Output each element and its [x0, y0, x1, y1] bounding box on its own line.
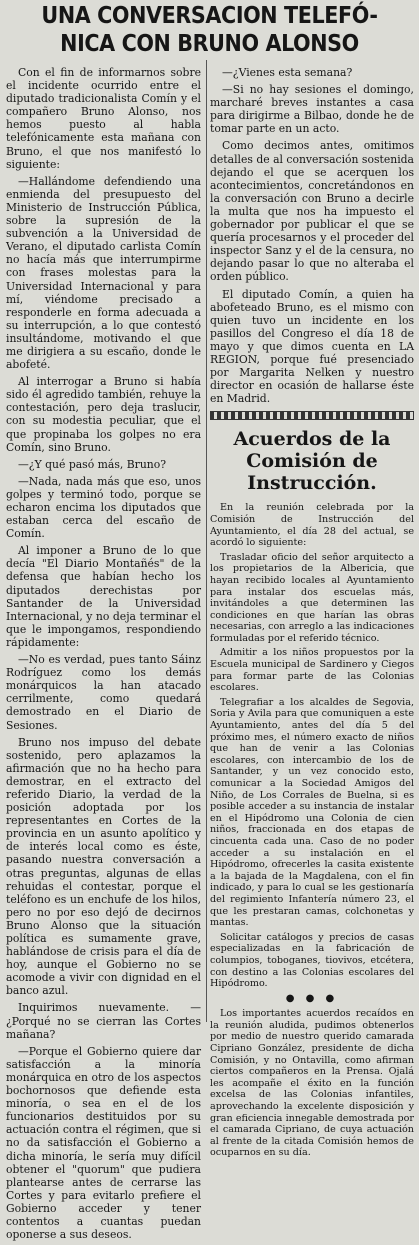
- article-paragraph: Al interrogar a Bruno si había sido él agredido también, rehuye la contestación, pero deja traslucir, con su modestia peculiar, que el que propinaba los golpes no era Comín, sino Bruno.: [6, 375, 201, 454]
- headline: [4, 2, 415, 58]
- article-paragraph: —Hallándome defendiendo una enmienda del presupuesto del Ministerio de Instrucción Pública, sobre la supresión de la subvención a la Universidad de Verano, el diputado carlista Comín no hacía más que interrumpirme con frases molestas para la Universidad Internacional y para mí, viéndome precisado a responderle en forma adecuada a su interrupción, a lo que contestó insultándome, motivando el que me dirigiera a su escaño, donde le abofeté.: [6, 174, 201, 372]
- article-paragraph: Inquirimos nuevamente. —¿Porqué no se cierran las Cortes mañana?: [6, 1001, 201, 1041]
- headline-line-1: UNA CONVERSACION TELEFÓ-: [41, 3, 378, 29]
- article-paragraph: Telegrafiar a los alcaldes de Segovia, Soria y Avila para que comuniquen a este Ayuntamiento, antes del día 5 del próximo mes, el número exacto de niños que han de venir a las Colonias escolares, con intercambio de los de Santander, y un vez conocido esto, comunicar a la Sociedad Amigos del Niño, de Los Corrales de Buelna, si es posible acceder a su instancia de instalar en el Hipódromo una Colonia de cien niños, fraccionada en dos etapas de cincuenta cada una. Caso de no poder acceder a su instalación en el Hipódromo, ofrecerles la casita existente a la bajada de la Magdalena, con el fin indicado, y para lo cual se les gestionaría del regimiento Infantería número 23, el que les prestaran camas, colchonetas y mantas.: [210, 696, 414, 929]
- article-paragraph: —¿Vienes esta semana?: [222, 66, 353, 79]
- article-column-left: [6, 66, 201, 1245]
- article-paragraph: Solicitar catálogos y precios de casas especializadas en la fabricación de columpios, toboganes, tiovivos, etcétera, con destino a las Colonias escolares del Hipódromo.: [210, 931, 414, 990]
- headline-line-2: NICA CON BRUNO ALONSO: [60, 31, 359, 57]
- article-paragraph: —No es verdad, pues tanto Sáinz Rodríguez como los demás monárquicos la han atacado cerrilmente, como quedará demostrado en el Diario de Sesiones.: [6, 653, 201, 732]
- article-paragraph: En la reunión celebrada por la Comisión de Instrucción del Ayuntamiento, el día 28 del actual, se acordó lo siguiente:: [210, 502, 414, 549]
- article-paragraph: Trasladar oficio del señor arquitecto a los propietarios de la Albericia, que hayan recibido locales al Ayuntamiento para instalar dos escuelas más, invitándoles a que determinen las condiciones en que harían las obras necesarias, con arreglo a las indicaciones formuladas por el referido técnico.: [210, 551, 414, 644]
- article-paragraph: El diputado Comín, a quien ha abofeteado Bruno, es el mismo con quien tuvo un incidente en los pasillos del Congreso el día 18 de mayo y que dimos cuenta en LA REGION, porque fué presenciado por Margarita Nelken y nuestro director en ocasión de hallarse éste en Madrid.: [210, 287, 414, 406]
- article-2-title: Acuerdos de la Comisión de Instrucción.: [233, 428, 391, 495]
- article-paragraph: —Nada, nada más que eso, unos golpes y terminó todo, porque se echaron encima los diputados que estaban cerca del escaño de Comín.: [6, 474, 201, 541]
- article-paragraph: Al imponer a Bruno de lo que decía "El Diario Montañés" de la defensa que habían hecho los diputados derechistas por Santander de la Universidad Internacional, y no deja terminar el que le impongamos, respondiendo rápidamente:: [6, 544, 201, 649]
- article-paragraph: —¿Y qué pasó más, Bruno?: [18, 457, 167, 471]
- article-paragraph: Los importantes acuerdos recaídos en la reunión aludida, pudimos obtenerlos por medio de nuestro querido camarada Cipriano González, presidente de dicha Comisión, y no Ontavilla, como afirman ciertos compañeros en la Prensa. Ojalá les acompañe el éxito en la función excelsa de las Colonias infantiles, aprovechando la excelente disposición y gran eficiencia innegable demostrada por el camarada Cipriano, de cuya actuación al frente de la citada Comisión hemos de ocuparnos en su día.: [210, 1008, 414, 1159]
- column-divider: [206, 60, 207, 1022]
- ornamental-separator: [210, 411, 414, 420]
- article-paragraph: —Porque el Gobierno quiere dar satisfacción a la minoría monárquica en otro de los aspectos bochornosos que defiende esta minoría, o sea en el de los funcionarios destituidos por su actuación contra el régimen, que si no da satisfacción el Gobierno a dicha minoría, le sería muy difícil obtener el "quorum" que pudiera plantearse antes de cerrarse las Cortes y para evitarlo prefiere el Gobierno acceder y tener contentos a cuantas puedan oponerse a sus deseos.: [6, 1044, 201, 1242]
- article-paragraph: —Si no hay sesiones el domingo, marcharé breves instantes a casa para dirigirme a Bilbao, donde he de tomar parte en un acto.: [210, 83, 414, 136]
- article-paragraph: Admitir a los niños propuestos por la Escuela municipal de Sardinero y Ciegos para formar parte de las Colonias escolares.: [210, 647, 414, 694]
- article-paragraph: Como decimos antes, omitimos detalles de al conversación sostenida dejando el que se acerquen los acontecimientos, concretándonos en la conversación con Bruno a decirle la multa que nos ha impuesto el gobernador por publicar el que se quería procesarnos y el proceder del inspector Sanz y el de la censura, no dejando pasar lo que no alteraba el orden público.: [210, 139, 414, 284]
- asterisk-divider: ● ● ●: [285, 992, 339, 1004]
- article-2-body: [210, 502, 414, 1159]
- article-paragraph: Con el fin de informarnos sobre el incidente ocurrido entre el diputado tradicionalista Comín y el compañero Bruno Alonso, nos hemos puesto al habla telefónicamente esta mañana con Bruno, el que nos manifestó lo siguiente:: [6, 66, 201, 171]
- article-paragraph: Bruno nos impuso del debate sostenido, pero aplazamos la afirmación que no ha hecho para demostrar, en el extracto del referido Diario, la verdad de la posición adoptada por los representantes en Cortes de la provincia en un asunto apolítico y de interés local como es éste, pasando nuestra conversación a otras preguntas, algunas de ellas rehuidas el contestar, porque el teléfono es un enchufe de los hilos, pero no por eso dejó de decirnos Bruno Alonso que la situación política es sumamente grave, hablándose de crisis para el día de hoy, aunque el Gobierno no se acomode a vivir con dignidad en el banco azul.: [6, 735, 201, 998]
- article-column-right: [210, 66, 414, 1162]
